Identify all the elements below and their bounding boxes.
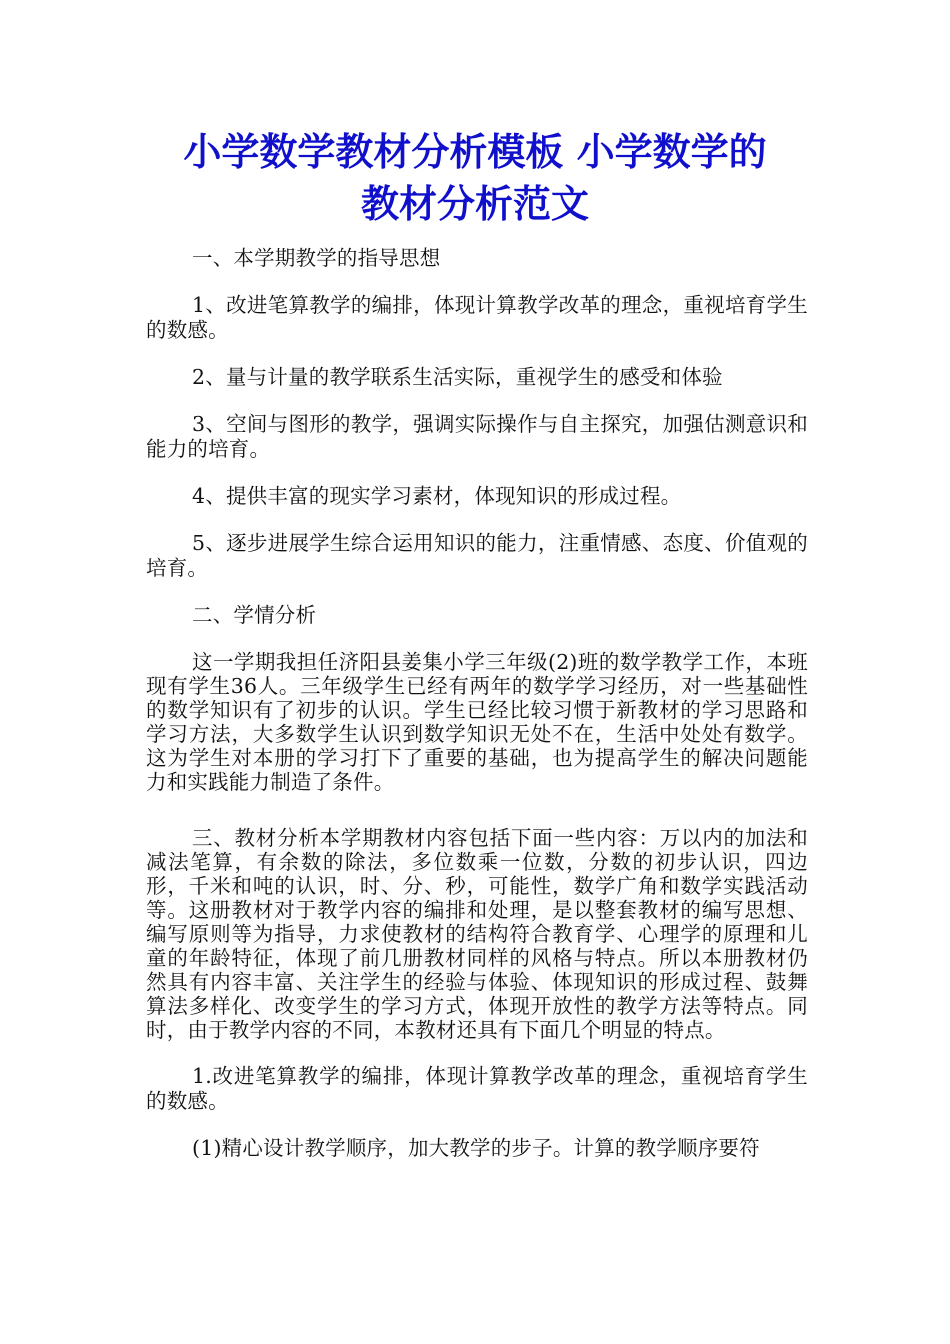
paragraph-feature-1-sub-1: (1)精心设计教学顺序，加大教学的步子。计算的教学顺序要符 — [192, 1136, 760, 1160]
document-body — [146, 246, 808, 1183]
paragraph-point-4: 4、提供丰富的现实学习素材，体现知识的形成过程。 — [192, 484, 682, 508]
paragraph-point-5: 5、逐步进展学生综合运用知识的能力，注重情感、态度、价值观的培育。 — [146, 531, 808, 580]
paragraph-point-2: 2、量与计量的教学联系生活实际，重视学生的感受和体验 — [192, 365, 723, 389]
document-title — [130, 126, 820, 230]
title-line-1: 小学数学教材分析模板 小学数学的 — [183, 129, 767, 174]
section-heading-student-analysis: 二、学情分析 — [192, 603, 317, 627]
paragraph-textbook-analysis: 三、教材分析本学期教材内容包括下面一些内容：万以内的加法和减法笔算，有余数的除法，多位数乘一位数，分数的初步认识，四边形，千米和吨的认识，时、分、秒，可能性，数学广角和数学实践活动等。这册教材对于教学内容的编排和处理，是以整套教材的编写思想、编写原则等为指导，力求使教材的结构符合教育学、心理学的原理和儿童的年龄特征，体现了前几册教材同样的风格与特点。所以本册教材仍然具有内容丰富、关注学生的经验与体验、体现知识的形成过程、鼓舞算法多样化、改变学生的学习方式，体现开放性的教学方法等特点。同时，由于教学内容的不同，本教材还具有下面几个明显的特点。 — [146, 826, 808, 1042]
paragraph-student-analysis: 这一学期我担任济阳县姜集小学三年级(2)班的数学教学工作，本班现有学生36人。三年级学生已经有两年的数学学习经历，对一些基础性的数学知识有了初步的认识。学生已经比较习惯于新教材的学习思路和学习方法，大多数学生认识到数学知识无处不在，生活中处处有数学。这为学生对本册的学习打下了重要的基础，也为提高学生的解决问题能力和实践能力制造了条件。 — [146, 650, 808, 794]
paragraph-point-1: 1、改进笔算教学的编排，体现计算教学改革的理念，重视培育学生的数感。 — [146, 293, 808, 342]
paragraph-point-3: 3、空间与图形的教学，强调实际操作与自主探究，加强估测意识和能力的培育。 — [146, 412, 808, 461]
section-heading-guiding-ideas: 一、本学期教学的指导思想 — [192, 246, 441, 270]
paragraph-feature-1: 1.改进笔算教学的编排，体现计算教学改革的理念，重视培育学生的数感。 — [146, 1064, 808, 1113]
title-line-2: 教材分析范文 — [360, 181, 589, 226]
